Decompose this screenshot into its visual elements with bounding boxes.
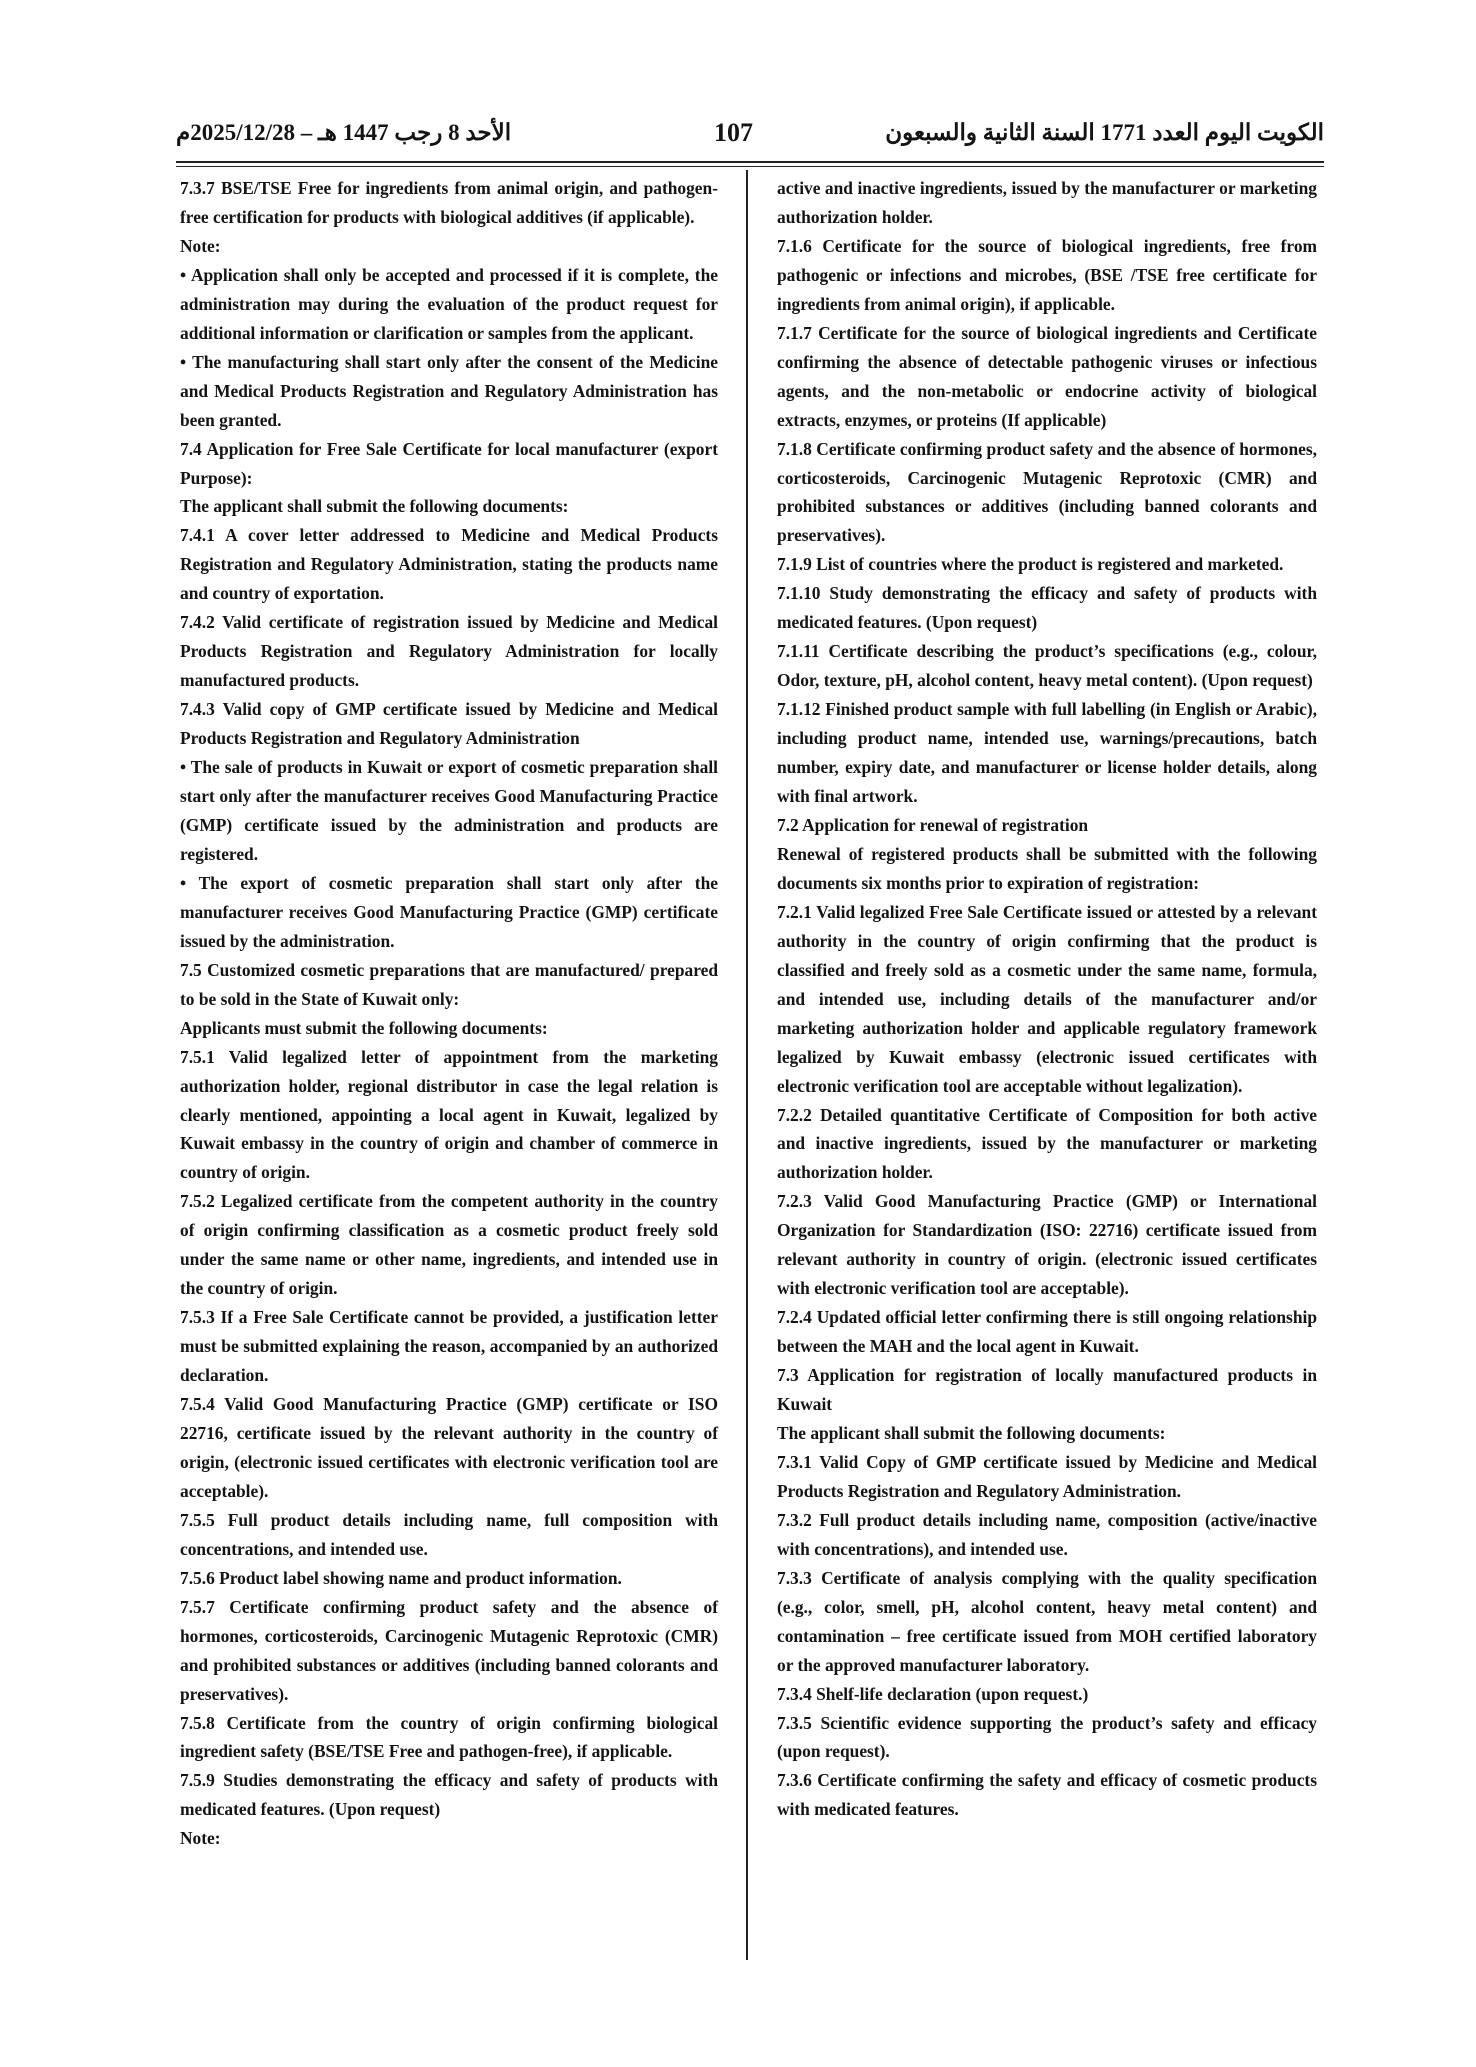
paragraph: 7.4 Application for Free Sale Certificate for local manufacturer (export Purpose):	[180, 438, 718, 488]
paragraph: 7.5.4 Valid Good Manufacturing Practice (GMP) certificate or ISO 22716, certificate issued by the relevant authority in the country of origin, (electronic issued certificates with electronic verification tool are acceptable).	[180, 1394, 718, 1501]
paragraph: Note:	[180, 235, 221, 256]
paragraph: 7.5.3 If a Free Sale Certificate cannot be provided, a justification letter must be submitted explaining the reason, accompanied by an authorized declaration.	[180, 1307, 718, 1386]
paragraph: The applicant shall submit the following documents:	[777, 1422, 1166, 1443]
paragraph: 7.5.5 Full product details including name, full composition with concentrations, and intended use.	[180, 1509, 718, 1559]
paragraph: 7.4.3 Valid copy of GMP certificate issued by Medicine and Medical Products Registration and Regulatory Administration	[180, 699, 718, 749]
paragraph: 7.2.2 Detailed quantitative Certificate of Composition for both active and inactive ingredients, issued by the manufacturer or marketing authorization holder.	[777, 1104, 1317, 1183]
paragraph: 7.1.6 Certificate for the source of biological ingredients, free from pathogenic or infections and microbes, (BSE /TSE free certificate for ingredients from animal origin), if applicable.	[777, 235, 1317, 314]
paragraph: 7.1.11 Certificate describing the product’s specifications (e.g., colour, Odor, texture, pH, alcohol content, heavy metal content). (Upon request)	[777, 641, 1317, 691]
page-number: 107	[714, 118, 753, 147]
paragraph: The applicant shall submit the following documents:	[180, 496, 569, 517]
paragraph: Applicants must submit the following documents:	[180, 1017, 548, 1038]
paragraph: 7.2.3 Valid Good Manufacturing Practice (GMP) or International Organization for Standardization (ISO: 22716) certificate issued from relevant authority in country of origin. (electronic issued certificates with electronic verification tool are acceptable).	[777, 1191, 1317, 1299]
header-rule-thin	[176, 166, 1324, 167]
paragraph: 7.5.7 Certificate confirming product safety and the absence of hormones, corticosteroids, Carcinogenic Mutagenic Reprotoxic (CMR) and prohibited substances or additives (including banned colorants and preservatives).	[180, 1596, 718, 1704]
paragraph: 7.1.7 Certificate for the source of biological ingredients and Certificate confirming the absence of detectable pathogenic viruses or infectious agents, and the non-metabolic or endocrine activity of biological extracts, enzymes, or proteins (If applicable)	[777, 322, 1317, 430]
gazette-issue: الكويت اليوم العدد 1771 السنة الثانية والسبعون	[885, 120, 1324, 145]
paragraph: 7.5.9 Studies demonstrating the efficacy and safety of products with medicated features. (Upon request)	[180, 1770, 718, 1820]
paragraph: 7.2.1 Valid legalized Free Sale Certificate issued or attested by a relevant authority in the country of origin confirming that the product is classified and freely sold as a cosmetic under the same name, formula, and intended use, including details of the manufacturer and/or marketing authorization holder and applicable regulatory framework legalized by Kuwait embassy (electronic issued certificates with electronic verification tool are acceptable without legalization).	[777, 901, 1317, 1096]
left-column	[180, 174, 718, 1853]
paragraph: • The manufacturing shall start only after the consent of the Medicine and Medical Products Registration and Regulatory Administration has been granted.	[180, 351, 718, 430]
paragraph: Renewal of registered products shall be submitted with the following documents six months prior to expiration of registration:	[777, 843, 1317, 893]
paragraph: 7.1.9 List of countries where the product is registered and marketed.	[777, 554, 1284, 575]
paragraph: Note:	[180, 1828, 221, 1849]
paragraph: 7.3.5 Scientific evidence supporting the product’s safety and efficacy (upon request).	[777, 1712, 1317, 1762]
paragraph: 7.5.8 Certificate from the country of origin confirming biological ingredient safety (BSE/TSE Free and pathogen-free), if applicable.	[180, 1712, 718, 1762]
paragraph: 7.5.6 Product label showing name and product information.	[180, 1567, 622, 1588]
paragraph: 7.3.2 Full product details including name, composition (active/inactive with concentrations), and intended use.	[777, 1509, 1317, 1559]
paragraph: active and inactive ingredients, issued by the manufacturer or marketing authorization holder.	[777, 178, 1317, 227]
paragraph: 7.4.2 Valid certificate of registration issued by Medicine and Medical Products Registration and Regulatory Administration for locally manufactured products.	[180, 612, 718, 691]
paragraph: • The sale of products in Kuwait or export of cosmetic preparation shall start only after the manufacturer receives Good Manufacturing Practice (GMP) certificate issued by the administration and products are registered.	[180, 757, 718, 864]
paragraph: • The export of cosmetic preparation shall start only after the manufacturer receives Good Manufacturing Practice (GMP) certificate issued by the administration.	[180, 872, 718, 951]
paragraph: 7.4.1 A cover letter addressed to Medicine and Medical Products Registration and Regulatory Administration, stating the products name and country of exportation.	[180, 525, 718, 604]
paragraph: 7.1.12 Finished product sample with full labelling (in English or Arabic), including product name, intended use, warnings/precautions, batch number, expiry date, and manufacturer or license holder details, along with final artwork.	[777, 699, 1317, 807]
paragraph: 7.3 Application for registration of locally manufactured products in Kuwait	[777, 1365, 1317, 1415]
paragraph: 7.1.10 Study demonstrating the efficacy and safety of products with medicated features. (Upon request)	[777, 583, 1317, 633]
paragraph: 7.3.3 Certificate of analysis complying with the quality specification (e.g., color, smell, pH, alcohol content, heavy metal content) and contamination – free certificate issued from MOH certified laboratory or the approved manufacturer laboratory.	[777, 1567, 1317, 1675]
paragraph: 7.1.8 Certificate confirming product safety and the absence of hormones, corticosteroids, Carcinogenic Mutagenic Reprotoxic (CMR) and prohibited substances or additives (including banned colorants and preservatives).	[777, 438, 1317, 546]
paragraph: 7.3.4 Shelf-life declaration (upon request.)	[777, 1683, 1089, 1704]
right-column	[777, 174, 1317, 1824]
issue-date: الأحد 8 رجب 1447 هـ – 2025/12/28م	[176, 120, 512, 145]
paragraph: 7.3.6 Certificate confirming the safety and efficacy of cosmetic products with medicated features.	[777, 1770, 1317, 1820]
column-divider	[746, 170, 748, 1960]
paragraph: 7.2.4 Updated official letter confirming there is still ongoing relationship between the MAH and the local agent in Kuwait.	[777, 1307, 1317, 1357]
paragraph: 7.5.2 Legalized certificate from the competent authority in the country of origin confirming classification as a cosmetic product freely sold under the same name or other name, ingredients, and intended use in the country of origin.	[180, 1191, 718, 1299]
paragraph: 7.5.1 Valid legalized letter of appointment from the marketing authorization holder, regional distributor in case the legal relation is clearly mentioned, appointing a local agent in Kuwait, legalized by Kuwait embassy in the country of origin and chamber of commerce in country of origin.	[180, 1046, 718, 1183]
paragraph: 7.2 Application for renewal of registration	[777, 814, 1089, 835]
paragraph: • Application shall only be accepted and processed if it is complete, the administration may during the evaluation of the product request for additional information or clarification or samples from the applicant.	[180, 264, 718, 343]
paragraph: 7.3.7 BSE/TSE Free for ingredients from animal origin, and pathogen-free certification for products with biological additives (if applicable).	[180, 178, 718, 227]
paragraph: 7.5 Customized cosmetic preparations that are manufactured/ prepared to be sold in the State of Kuwait only:	[180, 959, 718, 1009]
paragraph: 7.3.1 Valid Copy of GMP certificate issued by Medicine and Medical Products Registration and Regulatory Administration.	[777, 1451, 1317, 1501]
page-header	[176, 116, 1324, 160]
header-rule	[176, 161, 1324, 163]
